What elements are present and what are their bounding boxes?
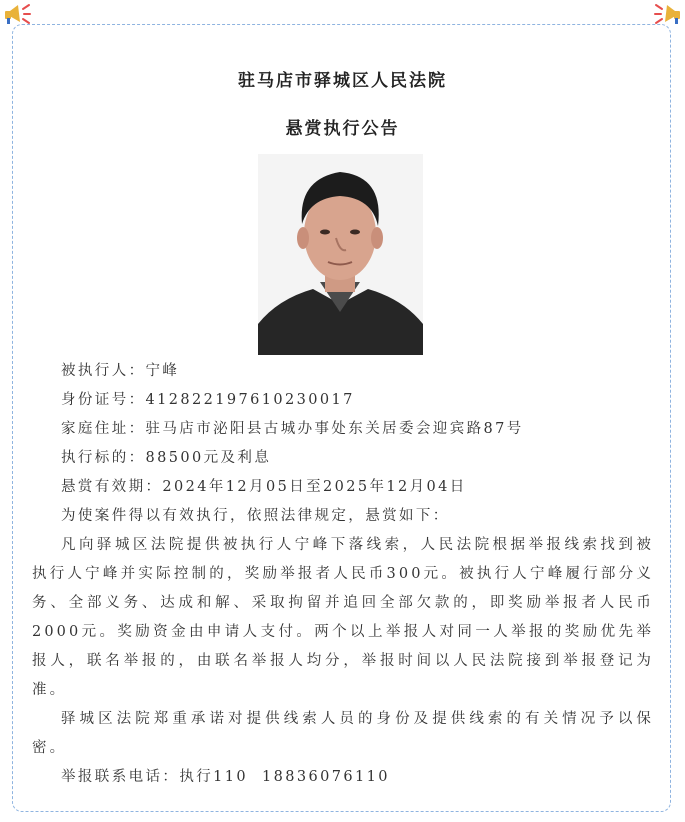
address-value: 驻马店市泌阳县古城办事处东关居委会迎宾路87号	[145, 421, 524, 437]
target-label: 执行标的：	[61, 450, 146, 466]
address-label: 家庭住址：	[61, 421, 146, 437]
id-value: 412822197610230017	[145, 392, 355, 408]
reward-paragraph: 凡向驿城区法院提供被执行人宁峰下落线索，人民法院根据举报线索找到被执行人宁峰并实际控制的，奖励举报者人民币300元。被执行人宁峰履行部分义务、全部义务、达成和解、采取拘留并追回全部欠款的，即奖励举报者人民币2000元。奖励资金由申请人支付。两个以上举报人对同一人举报的奖励优先举报人，联名举报的，由联名举报人均分，举报时间以人民法院接到举报登记为准。	[32, 537, 654, 698]
contact-value: 执行110 18836076110	[179, 769, 390, 785]
person-photo	[258, 154, 423, 355]
id-row	[32, 386, 654, 415]
megaphone-icon	[2, 0, 32, 28]
contact-label: 举报联系电话：	[61, 769, 180, 785]
target-row	[32, 444, 654, 473]
confidentiality-paragraph: 驿城区法院郑重承诺对提供线索人员的身份及提供线索的有关情况予以保密。	[32, 711, 654, 756]
validity-row	[32, 473, 654, 502]
name-row	[32, 357, 654, 386]
address-row	[32, 415, 654, 444]
contact-row	[32, 763, 654, 792]
name-label: 被执行人：	[61, 363, 146, 379]
intro-text: 为使案件得以有效执行，依照法律规定，悬赏如下：	[61, 508, 450, 524]
validity-value: 2024年12月05日至2025年12月04日	[162, 479, 467, 495]
id-label: 身份证号：	[61, 392, 146, 408]
court-title: 驻马店市驿城区人民法院	[238, 71, 447, 91]
target-value: 88500元及利息	[145, 450, 272, 466]
validity-label: 悬赏有效期：	[61, 479, 163, 495]
name-value: 宁峰	[145, 363, 180, 379]
megaphone-icon	[653, 0, 683, 28]
notice-title: 悬赏执行公告	[285, 119, 400, 139]
notice-content	[32, 357, 654, 792]
